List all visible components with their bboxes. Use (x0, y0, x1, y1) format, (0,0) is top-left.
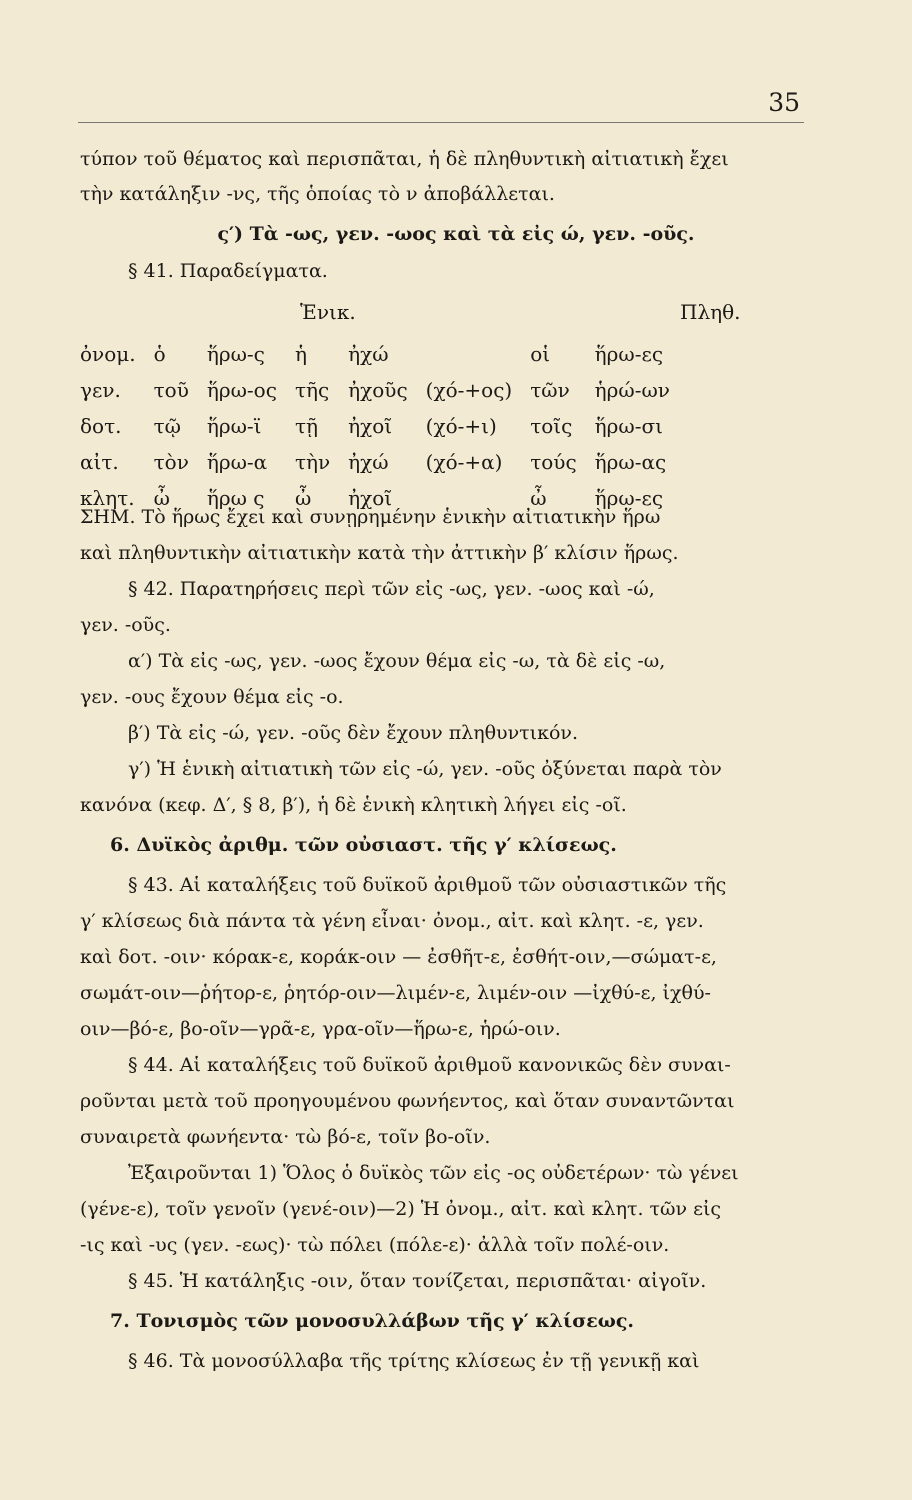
text-line: σωμάτ-οιν—ῥήτορ-ε, ῥητόρ-οιν—λιμέν-ε, λιμέν-οιν —ἰχθύ-ε, ἰχθύ- (80, 982, 711, 1004)
table-cell: τούς (530, 450, 577, 474)
text-line: ΣΗΜ. Τὸ ἥρως ἔχει καὶ συνῃρημένην ἑνικὴν αἰτιατικὴν ἥρω (80, 506, 661, 528)
chapter-heading: 7. Τονισμὸς τῶν μονοσυλλάβων τῆς γ′ κλίσεως. (110, 1310, 635, 1332)
page-number: 35 (768, 88, 800, 117)
table-cell: ἡρώ-ων (594, 378, 670, 402)
text-line: καὶ δοτ. -οιν· κόρακ-ε, κοράκ-οιν — ἐσθῆτ-ε, ἐσθήτ-οιν,—σώματ-ε, (80, 946, 717, 968)
table-cell: τῇ (294, 414, 318, 438)
table-cell: τῷ (153, 414, 181, 438)
section-heading: § 46. Τὰ μονοσύλλαβα τῆς τρίτης κλίσεως ἐν τῇ γενικῇ καὶ (128, 1350, 700, 1372)
text-line: γ′ κλίσεως διὰ πάντα τὰ γένη εἶναι· ὀνομ., αἰτ. καὶ κλητ. -ε, γεν. (80, 910, 704, 932)
text-line: α′) Τὰ εἰς -ως, γεν. -ωος ἔχουν θέμα εἰς -ω, τὰ δὲ εἰς -ω, (128, 650, 666, 672)
table-cell: ἥρω-ες (594, 342, 664, 366)
table-cell: ἥρω ς (206, 486, 265, 510)
text-line: β′) Τὰ εἰς -ώ, γεν. -οῦς δὲν ἔχουν πληθυντικόν. (128, 722, 579, 744)
table-row (80, 336, 688, 372)
table-cell: ὦ (530, 486, 547, 510)
table-cell: ἠχοῖ (348, 414, 393, 438)
text-line: συναιρετὰ φωνήεντα· τὼ βό-ε, τοῖν βο-οῖν. (80, 1126, 491, 1148)
singular-header: Ἑνικ. (300, 300, 356, 324)
table-cell: δοτ. (80, 414, 122, 438)
text-line: (γένε-ε), τοῖν γενοῖν (γενέ-οιν)—2) Ἡ ὀνομ., αἰτ. καὶ κλητ. τῶν εἰς (80, 1198, 722, 1220)
text-line: Ἐξαιροῦνται 1) Ὅλος ὁ δυϊκὸς τῶν εἰς -ος οὐδετέρων· τὼ γένει (128, 1162, 739, 1184)
table-cell: αἰτ. (80, 450, 119, 474)
chapter-heading: 6. Δυϊκὸς ἀριθμ. τῶν οὐσιαστ. τῆς γ′ κλίσεως. (110, 834, 617, 856)
table-cell: ἥρω-ς (206, 342, 265, 366)
table-cell: τῶν (530, 378, 570, 402)
table-cell: κλητ. (80, 486, 135, 510)
text-line: ροῦνται μετὰ τοῦ προηγουμένου φωνήεντος, καὶ ὅταν συναντῶνται (80, 1090, 735, 1112)
table-cell: ἡ (294, 342, 307, 366)
intro-line: τὴν κατάληξιν -νς, τῆς ὁποίας τὸ ν ἀποβάλλεται. (80, 183, 555, 205)
text-line: κανόνα (κεφ. Δ′, § 8, β′), ἡ δὲ ἑνικὴ κλητικὴ λήγει εἰς -οῖ. (80, 794, 627, 816)
table-cell (426, 336, 531, 372)
table-row (80, 444, 688, 480)
table-cell: οἱ (530, 342, 551, 366)
table-cell: ὦ (153, 486, 170, 510)
text-line: γεν. -ους ἔχουν θέμα εἰς -ο. (80, 686, 344, 708)
text-line: γεν. -οῦς. (80, 614, 171, 636)
table-cell: ὁ (153, 342, 166, 366)
text-line: -ις καὶ -υς (γεν. -εως)· τὼ πόλει (πόλε-ε)· ἀλλὰ τοῖν πολέ-οιν. (80, 1234, 670, 1256)
table-cell: ὀνομ. (80, 342, 136, 366)
section-heading: § 44. Αἱ καταλήξεις τοῦ δυϊκοῦ ἀριθμοῦ κανονικῶς δὲν συναι- (128, 1054, 731, 1076)
table-cell: ἠχώ (348, 342, 389, 366)
table-cell: ἥρω-ϊ (206, 414, 262, 438)
header-rule (78, 122, 804, 123)
table-cell: τοῦ (153, 378, 189, 402)
table-cell: ἥρω-ες (594, 486, 664, 510)
declension-table (80, 336, 688, 516)
table-cell: (χό-+ι) (425, 414, 497, 438)
table-cell: (χό-+α) (425, 450, 503, 474)
table-cell: τὴν (294, 450, 331, 474)
text-line: γ′) Ἡ ἑνικὴ αἰτιατικὴ τῶν εἰς -ώ, γεν. -οῦς ὀξύνεται παρὰ τὸν (128, 758, 722, 780)
text-line: οιν—βό-ε, βο-οῖν—γρᾶ-ε, γρα-οῖν—ἥρω-ε, ἡρώ-οιν. (80, 1018, 561, 1040)
table-row (80, 408, 688, 444)
table-cell: ἠχώ (348, 450, 389, 474)
table-row (80, 372, 688, 408)
table-cell: γεν. (80, 378, 121, 402)
intro-line: τύπον τοῦ θέματος καὶ περισπᾶται, ἡ δὲ πληθυντικὴ αἰτιατικὴ ἔχει (80, 148, 729, 170)
subheading: ς′) Τὰ -ως, γεν. -ωος καὶ τὰ εἰς ώ, γεν. -οῦς. (217, 223, 695, 245)
table-cell: ὦ (294, 486, 312, 510)
text-line: καὶ πληθυντικὴν αἰτιατικὴν κατὰ τὴν ἀττικὴν β′ κλίσιν ἥρως. (80, 542, 679, 564)
table-cell: ἥρω-α (206, 450, 268, 474)
table-cell: (χό-+ος) (425, 378, 513, 402)
table-cell: ἠχοῦς (348, 378, 408, 402)
table-cell: τοῖς (530, 414, 573, 438)
section-heading: § 45. Ἡ κατάληξις -οιν, ὅταν τονίζεται, περισπᾶται· αἰγοῖν. (128, 1270, 707, 1292)
plural-header: Πληθ. (680, 300, 741, 324)
section-heading: § 42. Παρατηρήσεις περὶ τῶν εἰς -ως, γεν. -ωος καὶ -ώ, (128, 578, 655, 600)
table-cell: τὸν (153, 450, 189, 474)
table-cell: ἥρω-σι (594, 414, 663, 438)
table-cell: ἥρω-ος (206, 378, 277, 402)
table-cell: ἥρω-ας (594, 450, 667, 474)
section-heading: § 43. Αἱ καταλήξεις τοῦ δυϊκοῦ ἀριθμοῦ τῶν οὐσιαστικῶν τῆς (128, 874, 727, 896)
section-heading: § 41. Παραδείγματα. (128, 260, 328, 282)
table-cell: τῆς (294, 378, 330, 402)
table-cell: ἠχοῖ (348, 486, 393, 510)
